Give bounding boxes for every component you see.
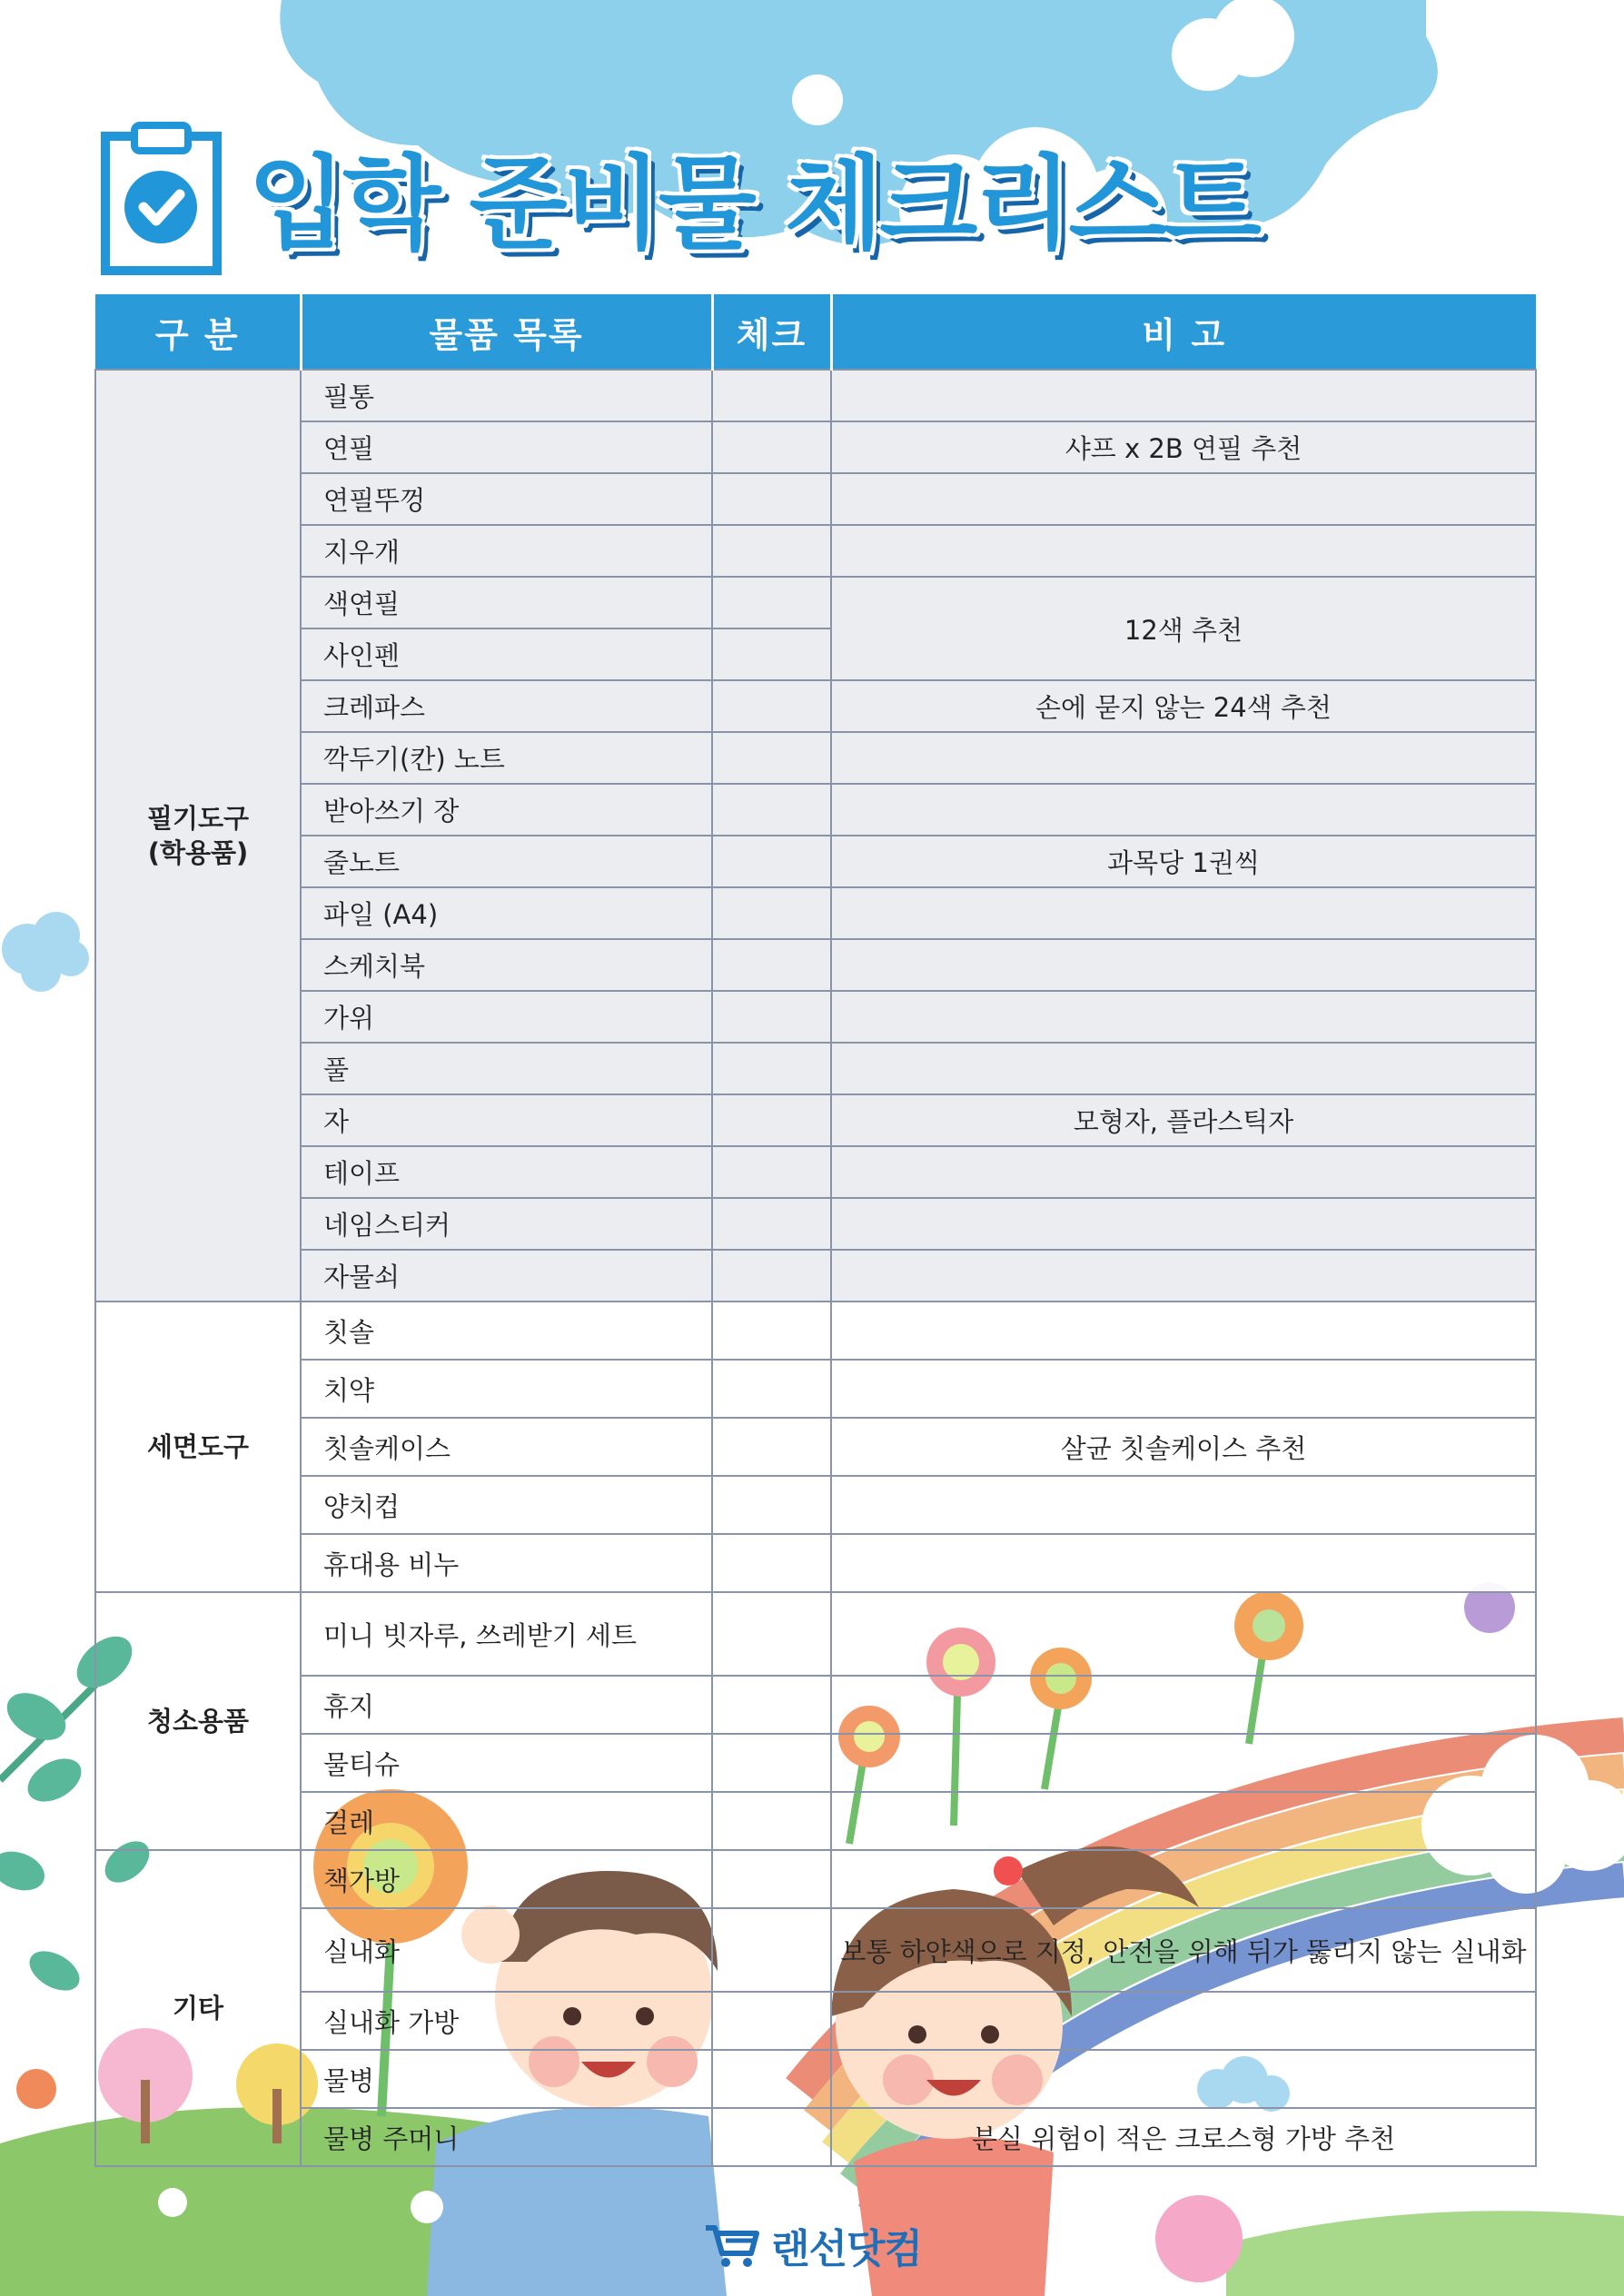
note-cell xyxy=(831,1146,1536,1198)
check-cell[interactable] xyxy=(712,1592,831,1676)
check-cell[interactable] xyxy=(712,370,831,421)
note-cell xyxy=(831,1592,1536,1676)
item-name: 색연필 xyxy=(301,577,712,628)
check-cell[interactable] xyxy=(712,1360,831,1418)
check-cell[interactable] xyxy=(712,628,831,680)
item-name: 실내화 xyxy=(301,1908,712,1992)
note-cell xyxy=(831,473,1536,525)
note-cell xyxy=(831,1250,1536,1301)
header-item: 물품 목록 xyxy=(301,294,712,370)
check-cell[interactable] xyxy=(712,1734,831,1792)
note-cell: 샤프 x 2B 연필 추천 xyxy=(831,421,1536,473)
check-cell[interactable] xyxy=(712,1301,831,1360)
table-row xyxy=(95,1146,1536,1198)
table-row xyxy=(95,1418,1536,1476)
footer-logo xyxy=(704,2216,922,2274)
item-name: 연필 xyxy=(301,421,712,473)
item-name: 크레파스 xyxy=(301,680,712,732)
item-name: 필통 xyxy=(301,370,712,421)
item-name: 걸레 xyxy=(301,1792,712,1850)
note-cell: 모형자, 플라스틱자 xyxy=(831,1094,1536,1146)
table-row xyxy=(95,1094,1536,1146)
note-cell xyxy=(831,1360,1536,1418)
note-cell xyxy=(831,1734,1536,1792)
item-name: 실내화 가방 xyxy=(301,1992,712,2050)
note-cell xyxy=(831,991,1536,1043)
check-cell[interactable] xyxy=(712,732,831,784)
note-cell xyxy=(831,1198,1536,1250)
item-name: 연필뚜껑 xyxy=(301,473,712,525)
note-cell xyxy=(831,525,1536,577)
check-cell[interactable] xyxy=(712,680,831,732)
category-etc: 기타 xyxy=(95,1850,301,2166)
check-cell[interactable] xyxy=(712,1250,831,1301)
check-cell[interactable] xyxy=(712,1043,831,1094)
table-row xyxy=(95,1301,1536,1360)
table-row xyxy=(95,887,1536,939)
check-cell[interactable] xyxy=(712,836,831,887)
table-row xyxy=(95,680,1536,732)
check-cell[interactable] xyxy=(712,2108,831,2166)
check-cell[interactable] xyxy=(712,784,831,836)
category-cleaning: 청소용품 xyxy=(95,1592,301,1850)
grass-right xyxy=(1226,2211,1624,2296)
item-name: 지우개 xyxy=(301,525,712,577)
check-cell[interactable] xyxy=(712,577,831,628)
table-row xyxy=(95,525,1536,577)
item-name: 휴지 xyxy=(301,1676,712,1734)
table-row xyxy=(95,473,1536,525)
item-name: 가위 xyxy=(301,991,712,1043)
check-cell[interactable] xyxy=(712,1850,831,1908)
item-name: 깍두기(칸) 노트 xyxy=(301,732,712,784)
check-cell[interactable] xyxy=(712,939,831,991)
table-row xyxy=(95,1676,1536,1734)
table-row xyxy=(95,1992,1536,2050)
note-cell xyxy=(831,939,1536,991)
check-cell[interactable] xyxy=(712,1094,831,1146)
category-sublabel: (학용품) xyxy=(147,837,249,868)
item-name: 줄노트 xyxy=(301,836,712,887)
table-row xyxy=(95,1908,1536,1992)
note-cell: 분실 위험이 적은 크로스형 가방 추천 xyxy=(831,2108,1536,2166)
check-cell[interactable] xyxy=(712,887,831,939)
table-row xyxy=(95,939,1536,991)
note-cell xyxy=(831,370,1536,421)
table-row xyxy=(95,1360,1536,1418)
check-cell[interactable] xyxy=(712,1418,831,1476)
note-cell xyxy=(831,1476,1536,1534)
item-name: 치약 xyxy=(301,1360,712,1418)
table-row xyxy=(95,2050,1536,2108)
brand-name: 랜선닷컴 xyxy=(771,2226,923,2272)
item-name: 칫솔케이스 xyxy=(301,1418,712,1476)
note-cell: 보통 하얀색으로 지정, 안전을 위해 뒤가 뚫리지 않는 실내화 xyxy=(831,1908,1536,1992)
item-name: 휴대용 비누 xyxy=(301,1534,712,1592)
item-name: 물티슈 xyxy=(301,1734,712,1792)
note-cell xyxy=(831,1792,1536,1850)
table-row xyxy=(95,1792,1536,1850)
note-cell: 손에 묻지 않는 24색 추천 xyxy=(831,680,1536,732)
check-cell[interactable] xyxy=(712,525,831,577)
item-name: 자 xyxy=(301,1094,712,1146)
check-cell[interactable] xyxy=(712,1992,831,2050)
note-cell xyxy=(831,732,1536,784)
table-row xyxy=(95,2108,1536,2166)
table-row xyxy=(95,732,1536,784)
checklist-table xyxy=(94,294,1537,2167)
item-name: 양치컵 xyxy=(301,1476,712,1534)
item-name: 책가방 xyxy=(301,1850,712,1908)
item-name: 물병 주머니 xyxy=(301,2108,712,2166)
note-cell: 과목당 1권씩 xyxy=(831,836,1536,887)
category-writing-tools xyxy=(95,370,301,1301)
check-cell[interactable] xyxy=(712,473,831,525)
check-cell[interactable] xyxy=(712,1908,831,1992)
note-cell xyxy=(831,1676,1536,1734)
note-cell xyxy=(831,1534,1536,1592)
item-name: 풀 xyxy=(301,1043,712,1094)
table-row xyxy=(95,836,1536,887)
note-cell xyxy=(831,1992,1536,2050)
item-name: 사인펜 xyxy=(301,628,712,680)
category-toiletries: 세면도구 xyxy=(95,1301,301,1592)
note-cell xyxy=(831,2050,1536,2108)
table-row xyxy=(95,1534,1536,1592)
category-label: 필기도구 xyxy=(146,803,250,834)
check-cell[interactable] xyxy=(712,1476,831,1534)
note-cell xyxy=(831,1301,1536,1360)
table-row xyxy=(95,421,1536,473)
left-cloud xyxy=(2,912,89,992)
item-name: 파일 (A4) xyxy=(301,887,712,939)
check-cell[interactable] xyxy=(712,2050,831,2108)
shopping-cart-icon xyxy=(704,2222,760,2268)
check-cell[interactable] xyxy=(712,421,831,473)
table-row xyxy=(95,1043,1536,1094)
item-name: 테이프 xyxy=(301,1146,712,1198)
note-cell xyxy=(831,1043,1536,1094)
check-cell[interactable] xyxy=(712,991,831,1043)
table-row xyxy=(95,784,1536,836)
table-row xyxy=(95,1734,1536,1792)
table-row xyxy=(95,1850,1536,1908)
check-cell[interactable] xyxy=(712,1146,831,1198)
item-name: 자물쇠 xyxy=(301,1250,712,1301)
note-cell xyxy=(831,1850,1536,1908)
check-cell[interactable] xyxy=(712,1792,831,1850)
item-name: 받아쓰기 장 xyxy=(301,784,712,836)
note-cell: 12색 추천 xyxy=(831,577,1536,680)
table-header-row xyxy=(95,294,1536,370)
page-title: 입학 준비물 체크리스트 xyxy=(248,144,1258,263)
item-name: 칫솔 xyxy=(301,1301,712,1360)
note-cell xyxy=(831,887,1536,939)
item-name: 미니 빗자루, 쓰레받기 세트 xyxy=(301,1592,712,1676)
check-cell[interactable] xyxy=(712,1676,831,1734)
table-row xyxy=(95,1592,1536,1676)
title-area xyxy=(100,114,1258,277)
header-note: 비 고 xyxy=(831,294,1536,370)
item-name: 물병 xyxy=(301,2050,712,2108)
item-name: 네임스티커 xyxy=(301,1198,712,1250)
table-row xyxy=(95,1198,1536,1250)
clipboard-check-icon xyxy=(100,116,223,275)
header-check: 체크 xyxy=(712,294,831,370)
check-cell[interactable] xyxy=(712,1198,831,1250)
item-name: 스케치북 xyxy=(301,939,712,991)
table-row xyxy=(95,370,1536,421)
table-row xyxy=(95,1476,1536,1534)
note-cell: 살균 칫솔케이스 추천 xyxy=(831,1418,1536,1476)
table-row xyxy=(95,991,1536,1043)
table-row xyxy=(95,577,1536,628)
note-cell xyxy=(831,784,1536,836)
table-row xyxy=(95,1250,1536,1301)
check-cell[interactable] xyxy=(712,1534,831,1592)
header-category: 구 분 xyxy=(95,294,301,370)
